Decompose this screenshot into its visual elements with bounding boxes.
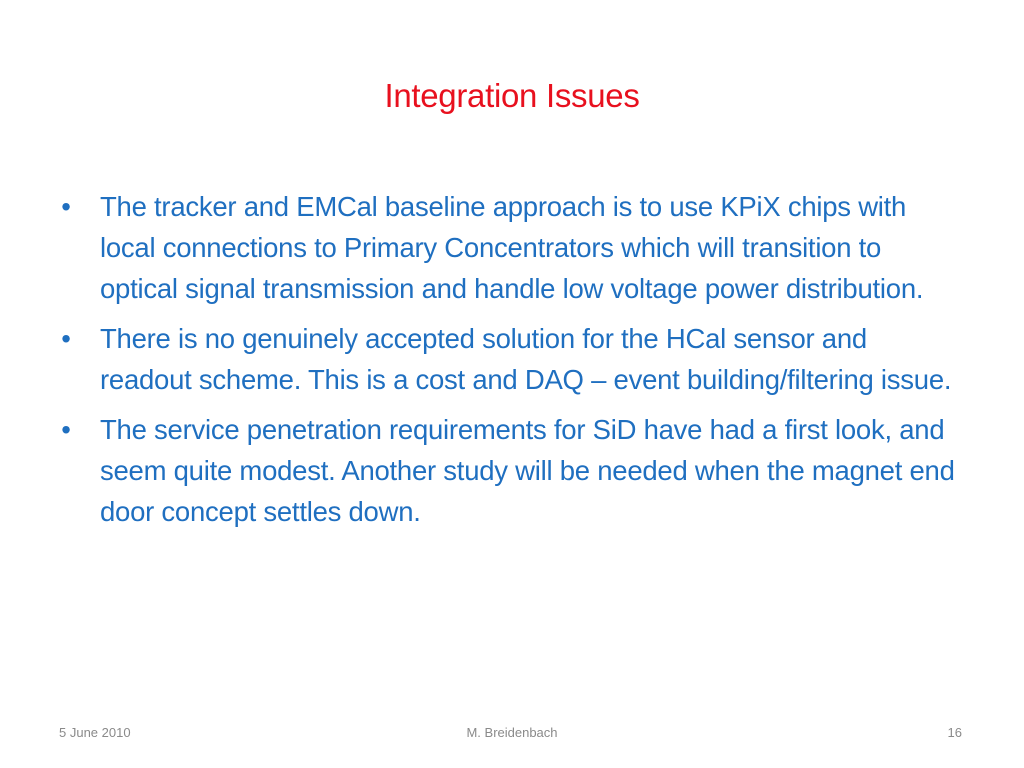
- footer-author: M. Breidenbach: [466, 725, 558, 740]
- bullet-item: [56, 409, 956, 532]
- bullet-text: There is no genuinely accepted solution for the HCal sensor and readout scheme. This is a cost and DAQ – event building/filtering issue.: [100, 323, 952, 395]
- bullet-list: [56, 186, 956, 541]
- bullet-icon: •: [61, 414, 71, 445]
- bullet-icon: •: [61, 191, 71, 222]
- bullet-text: The service penetration requirements for SiD have had a first look, and seem quite modest. Another study will be needed when the magnet end door concept settles down.: [100, 414, 955, 527]
- footer-page-number: 16: [947, 725, 962, 740]
- bullet-text: The tracker and EMCal baseline approach is to use KPiX chips with local connections to Primary Concentrators which will transition to optical signal transmission and handle low voltage power distribution.: [100, 191, 924, 304]
- bullet-item: [56, 318, 956, 400]
- bullet-icon: •: [61, 323, 71, 354]
- bullet-item: [56, 186, 956, 309]
- slide-title: Integration Issues: [384, 77, 640, 114]
- footer-date: 5 June 2010: [59, 725, 131, 740]
